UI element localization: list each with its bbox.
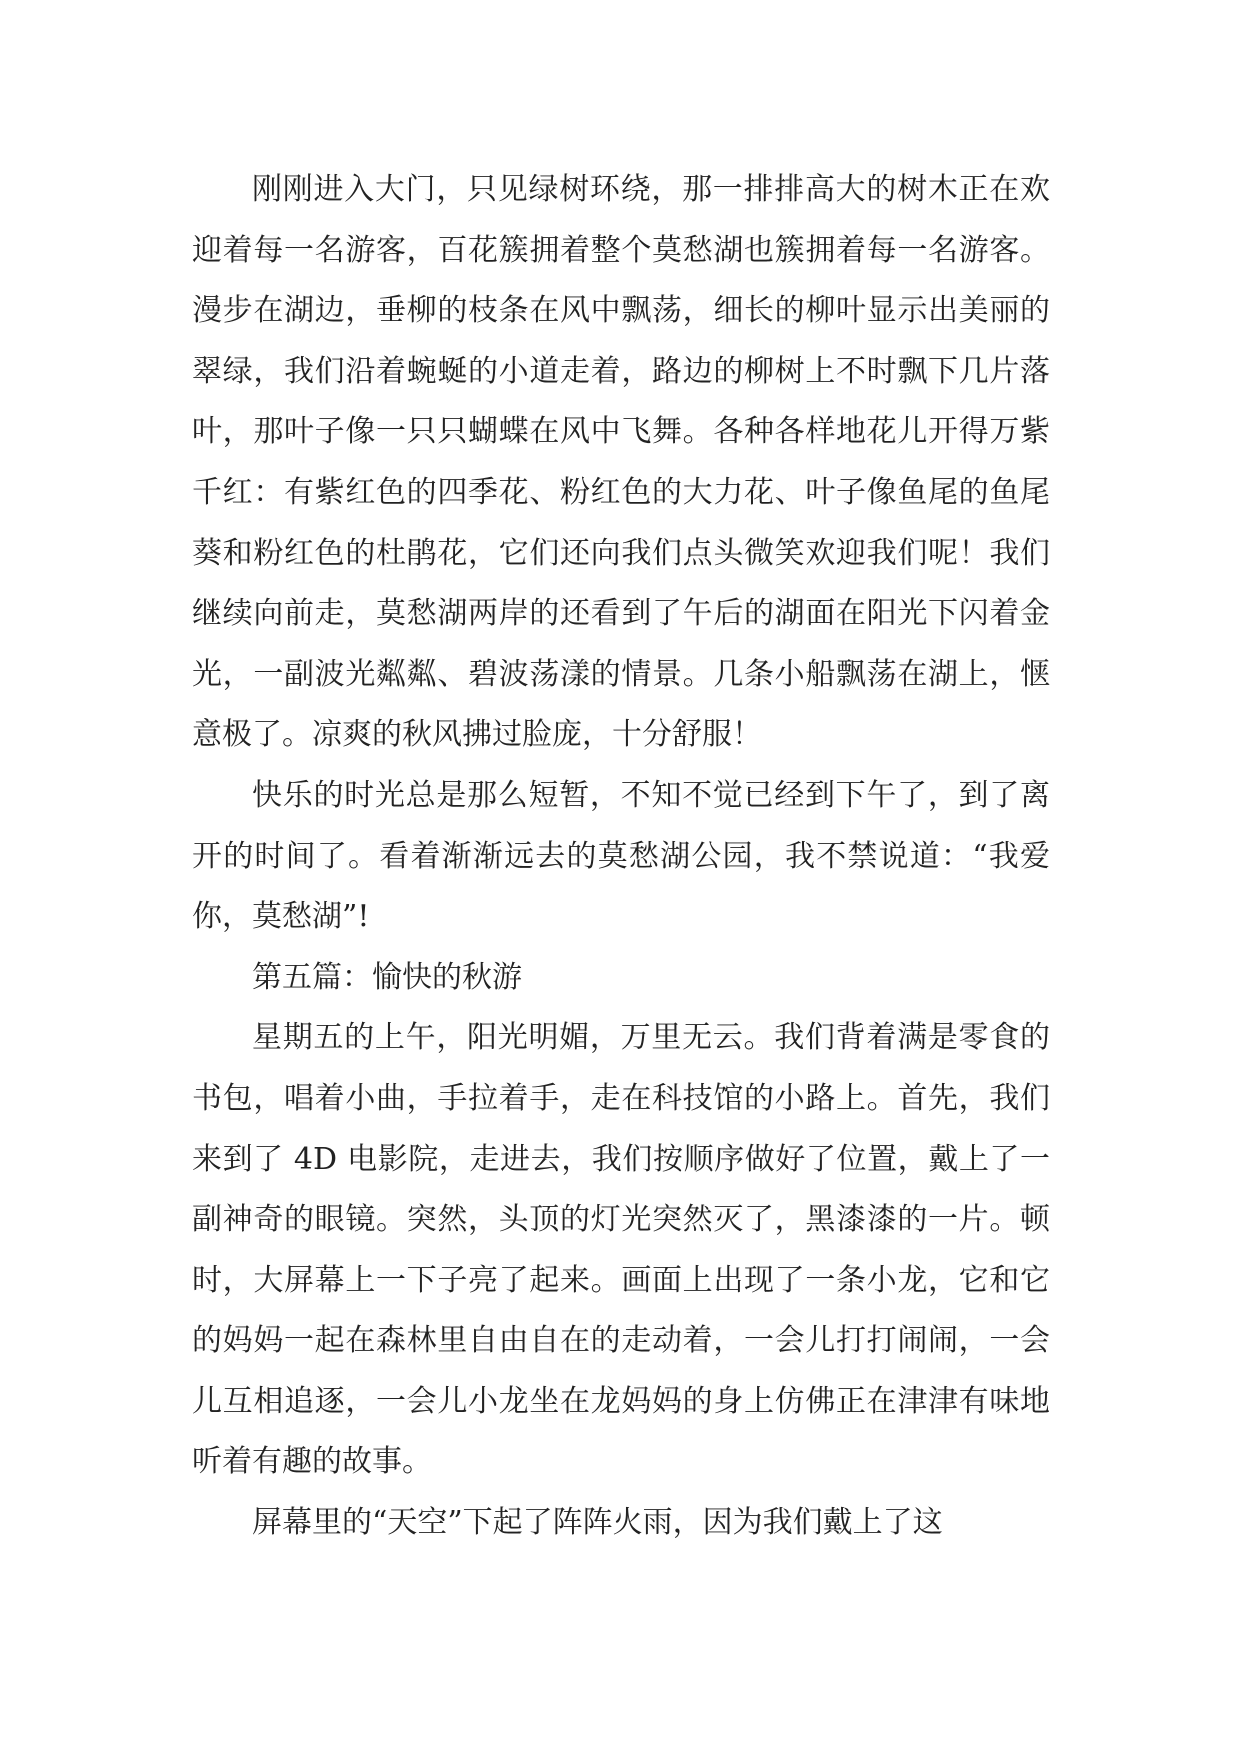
section-heading: 第五篇：愉快的秋游 xyxy=(252,959,522,995)
body-paragraph: 屏幕里的“天空”下起了阵阵火雨，因为我们戴上了这 xyxy=(252,1505,943,1541)
document-body xyxy=(192,160,1050,1554)
body-paragraph: 快乐的时光总是那么短暂，不知不觉已经到下午了，到了离开的时间了。看着渐渐远去的莫愁湖公园，我不禁说道：“我爱你，莫愁湖”! xyxy=(192,777,1050,935)
body-paragraph: 星期五的上午，阳光明媚，万里无云。我们背着满是零食的书包，唱着小曲，手拉着手，走在科技馆的小路上。首先，我们来到了 4D 电影院，走进去，我们按顺序做好了位置，戴上了一副神奇的眼镜。突然，头顶的灯光突然灭了，黑漆漆的一片。顿时，大屏幕上一下子亮了起来。画面上出现了一条小龙，它和它的妈妈一起在森林里自由自在的走动着，一会儿打打闹闹，一会儿互相追逐，一会儿小龙坐在龙妈妈的身上仿佛正在津津有味地听着有趣的故事。 xyxy=(192,1020,1050,1480)
body-paragraph: 刚刚进入大门，只见绿树环绕，那一排排高大的树木正在欢迎着每一名游客，百花簇拥着整个莫愁湖也簇拥着每一名游客。漫步在湖边，垂柳的枝条在风中飘荡，细长的柳叶显示出美丽的翠绿，我们沿着蜿蜒的小道走着，路边的柳树上不时飘下几片落叶，那叶子像一只只蝴蝶在风中飞舞。各种各样地花儿开得万紫千红：有紫红色的四季花、粉红色的大力花、叶子像鱼尾的鱼尾葵和粉红色的杜鹃花，它们还向我们点头微笑欢迎我们呢！我们继续向前走，莫愁湖两岸的还看到了午后的湖面在阳光下闪着金光，一副波光粼粼、碧波荡漾的情景。几条小船飘荡在湖上，惬意极了。凉爽的秋风拂过脸庞，十分舒服！ xyxy=(192,172,1050,753)
